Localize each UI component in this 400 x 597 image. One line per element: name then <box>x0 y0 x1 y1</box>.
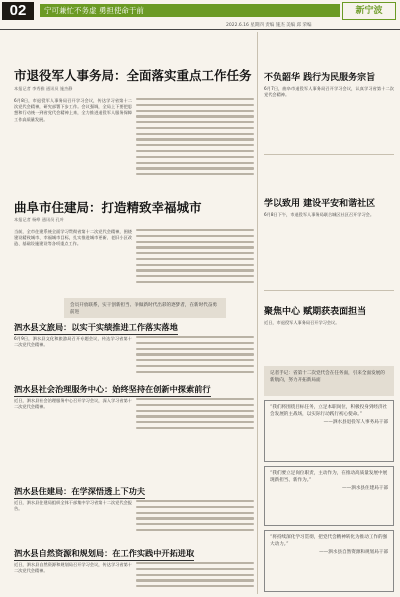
pull-quote-box: 会员开放联系，实干创新担当、争做新时代出彩的逐梦者，在新时代奋勇前进 <box>64 298 226 318</box>
article-veterans-bureau-body: 6月8日，市退役军人事务局召开学习会议，传达学习省第十二次党代会精神，研究部署下步工作。会议强调，全局上下要把思想和行动统一到省党代会精神上来，全力推进退役军人服务保障工作高质量发展。 <box>14 98 132 122</box>
quote-attribution-2: ——泗水县住建局干部 <box>342 486 388 492</box>
headline-veterans-bureau: 市退役军人事务局：全面落实重点工作任务 <box>14 68 252 83</box>
headline-qufu-housing: 曲阜市住建局：打造精致幸福城市 <box>14 200 202 215</box>
headline-sishui-natural-resources: 泗水县自然资源和规划局：在工作实践中开拓进取 <box>14 548 194 561</box>
article-qufu-housing-body: 当前，全市住建系统全面学习贯彻省第十二次党代会精神，围绕建设精致城市、幸福城市目标，扎实推进城市更新、老旧小区改造、基础设施建设等各项重点工作。 <box>14 229 132 247</box>
reporter-note-box: 记者手记：省第十二次党代会在任务面，引来全面发展的新航向，努力开拓新局面 <box>264 366 394 396</box>
byline-qufu-housing: 本报记者 杨峥 通讯员 孔叶 <box>14 217 65 222</box>
article-youth-service-body: 6月7日，曲阜市退役军人事务局召开学习会议，认真学习省第十二次党代会精神。 <box>264 86 394 98</box>
byline-veterans-bureau: 本报记者 李秀雅 通讯员 施杰静 <box>14 86 73 91</box>
article-sishui-housing-body: 近日，泗水县住建局组织全体干部集中学习省第十二次党代会报告。 <box>14 500 132 512</box>
quote-box-2 <box>264 466 394 526</box>
page-number: 02 <box>2 2 34 20</box>
headline-sishui-culture-tourism: 泗水县文旅局：以实干实绩推进工作落实落地 <box>14 322 178 335</box>
newspaper-logo: 新宁波 <box>342 2 396 20</box>
article-sishui-culture-tourism-body-cont <box>136 336 254 378</box>
article-sishui-social-governance-body: 近日，泗水县社会治理服务中心召开学习会议，深入学习省第十二次党代会精神。 <box>14 398 132 410</box>
article-sishui-natural-resources-body-cont <box>136 562 254 594</box>
article-focus-center-body: 近日，市退役军人事务局召开学习会议。 <box>264 320 340 325</box>
quote-text-3: “将持续深化学习贯彻，把党代会精神转化为推动工作的强大动力。” <box>270 535 388 547</box>
quote-attribution-1: ——泗水县退役军人事务局干部 <box>323 420 388 426</box>
article-qufu-housing-body-cont <box>136 229 254 291</box>
section-banner: 宁可兼忙不务虚 勇担使命于前 <box>40 4 340 17</box>
right-separator-2 <box>264 290 394 291</box>
quote-text-1: “我们将围绕目标任务，立足本职岗位，积极投身到经济社会发展的主战场，以实际行动践行初心使命。” <box>270 405 388 417</box>
masthead-rule <box>0 29 400 30</box>
column-divider <box>257 32 258 594</box>
article-sishui-housing-body-cont <box>136 500 254 538</box>
headline-sishui-social-governance: 泗水县社会治理服务中心：始终坚持在创新中探索前行 <box>14 384 211 397</box>
article-veterans-bureau-body-cont <box>136 98 254 182</box>
headline-focus-center: 聚焦中心 赋期获表面担当 <box>264 307 367 317</box>
headline-youth-service: 不负韶华 践行为民服务宗旨 <box>264 73 376 83</box>
article-sishui-culture-tourism-body: 6月9日，泗水县文化和旅游局召开专题会议，传达学习省第十二次党代会精神。 <box>14 336 132 348</box>
right-separator-1 <box>264 154 394 155</box>
headline-safe-community: 学以致用 建设平安和谐社区 <box>264 199 376 209</box>
date-line: 2022.6.16 星期四 责编 施杰 美编 邱 荣编 <box>226 23 312 28</box>
article-sishui-social-governance-body-cont <box>136 398 254 436</box>
quote-box-1 <box>264 400 394 462</box>
quote-attribution-3: ——泗水县自然资源和规划局干部 <box>319 550 388 556</box>
quote-text-2: “我们要立足岗位职责，主动作为，在推动高质量发展中展现新担当、新作为。” <box>270 471 388 483</box>
quote-box-3 <box>264 530 394 592</box>
article-safe-community-body: 6月8日下午，市退役军人事务局联合城区社区召开学习会。 <box>264 212 375 217</box>
article-sishui-natural-resources-body: 近日，泗水县自然资源和规划局召开学习会议，传达学习省第十二次党代会精神。 <box>14 562 132 574</box>
headline-sishui-housing: 泗水县住建局：在学深悟透上下功夫 <box>14 486 145 499</box>
